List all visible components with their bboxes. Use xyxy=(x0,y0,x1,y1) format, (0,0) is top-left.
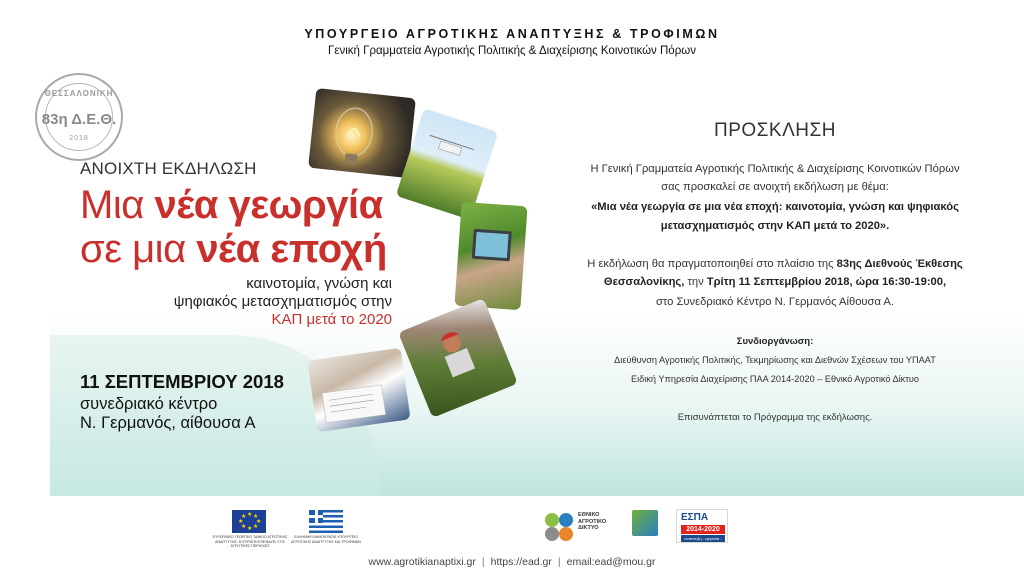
ead-word2: ΑΓΡΟΤΙΚΟ xyxy=(578,518,607,525)
tablet-illustration xyxy=(454,202,527,310)
invitation-line1: Η Γενική Γραμματεία Αγροτικής Πολιτικής & Διαχείρισης Κοινοτικών Πόρων xyxy=(590,163,960,175)
ead-logo-text xyxy=(578,512,606,532)
website-link[interactable]: www.agrotikianaptixi.gr xyxy=(368,556,476,568)
title-line2-bold: νέα εποχή xyxy=(196,227,387,271)
greek-logo-caption: ΕΛΛΗΝΙΚΗ ΔΗΜΟΚΡΑΤΙΑ ΥΠΟΥΡΓΕΙΟ ΑΓΡΟΤΙΚΗΣ ΑΝΑΠΤΥΞΗΣ ΚΑΙ ΤΡΟΦΙΜΩΝ xyxy=(291,535,361,544)
footer-separator: | xyxy=(557,556,561,568)
invitation-title: ΠΡΟΣΚΛΗΣΗ xyxy=(714,120,836,141)
co-organiser-line1: Διεύθυνση Αγροτικής Πολιτικής, Τεκμηρίωσης και Διεθνών Σχέσεων του ΥΠΑΑΤ xyxy=(614,355,936,365)
def-stamp-logo xyxy=(35,73,123,161)
stamp-city: ΘΕΣΣΑΛΟΝΙΚΗ xyxy=(44,89,114,98)
invitation-venue-line2 xyxy=(540,276,1010,288)
footer-separator: | xyxy=(481,556,485,568)
photo-writing xyxy=(307,348,410,432)
attachment-note: Επισυνάπτεται το Πρόγραμμα της εκδήλωσης. xyxy=(677,412,873,423)
flag-canton xyxy=(309,510,323,523)
title-line2-prefix: σε μια xyxy=(80,227,197,271)
invitation-line2: σας προσκαλεί σε ανοιχτή εκδήλωση με θέμα: xyxy=(661,181,889,193)
photo-lightbulb xyxy=(308,88,416,178)
title-line1-prefix: Μια xyxy=(80,183,155,227)
ead-network-icon xyxy=(542,510,576,544)
event-subtitle-line2: ψηφιακός μετασχηματισμός στην xyxy=(173,293,392,310)
venue-line1: συνεδριακό κέντρο xyxy=(80,395,218,413)
invitation-topic-line2: μετασχηματισμός στην ΚΑΠ μετά το 2020». xyxy=(660,220,890,232)
invitation-topic-line1: «Μια νέα γεωργία σε μια νέα εποχή: καινοτομία, γνώση και ψηφιακός xyxy=(591,201,959,213)
venue-line2-mid: την xyxy=(684,276,707,288)
co-organisation-title: Συνδιοργάνωση: xyxy=(736,336,814,347)
venue-line2-datetime: Τρίτη 11 Σεπτεμβρίου 2018, ώρα 16:30-19:00, xyxy=(706,276,947,288)
ministry-subtitle: Γενική Γραμματεία Αγροτικής Πολιτικής & Διαχείρισης Κοινοτικών Πόρων xyxy=(328,45,696,57)
espa-years: 2014-2020 xyxy=(681,525,725,534)
event-date: 11 ΣΕΠΤΕΜΒΡΙΟΥ 2018 xyxy=(80,371,284,392)
event-title-line2 xyxy=(80,229,387,269)
espa-logo xyxy=(676,509,728,548)
eu-logo-caption: ΕΥΡΩΠΑΪΚΟ ΓΕΩΡΓΙΚΟ ΤΑΜΕΙΟ ΑΓΡΟΤΙΚΗΣ ΑΝΑΠΤΥΞΗΣ: Η ΕΥΡΩΠΗ ΕΠΕΝΔΥΕΙ ΣΤΙΣ ΑΓΡΟΤΙΚΕΣ ΠΕΡΙΟΧΕΣ xyxy=(212,535,288,548)
co-organiser-line2: Ειδική Υπηρεσία Διαχείρισης ΠΑΑ 2014-2020 – Εθνικό Αγροτικό Δίκτυο xyxy=(630,374,920,384)
email-link[interactable]: email:ead@mou.gr xyxy=(566,556,656,568)
venue-line2-city: Θεσσαλονίκης, xyxy=(603,276,685,288)
footer-links xyxy=(0,556,1024,568)
title-line1-bold: νέα γεωργία xyxy=(154,183,383,227)
eu-flag-icon: ★ ★ ★ ★ ★ ★ ★ ★ xyxy=(232,510,266,533)
photo-tablet xyxy=(454,202,527,310)
ead-site-link[interactable]: https://ead.gr xyxy=(490,556,552,568)
venue-line1-bold: 83ης Διεθνούς Έκθεσης xyxy=(836,258,963,270)
venue-line2: Ν. Γερμανός, αίθουσα Α xyxy=(80,414,256,432)
writing-illustration xyxy=(307,348,410,432)
invitation-venue-line3: στο Συνεδριακό Κέντρο Ν. Γερμανός Αίθουσα Α. xyxy=(656,296,894,308)
rural-development-programme-icon xyxy=(632,510,658,536)
ministry-title: ΥΠΟΥΡΓΕΙΟ ΑΓΡΟΤΙΚΗΣ ΑΝΑΠΤΥΞΗΣ & ΤΡΟΦΙΜΩΝ xyxy=(304,27,720,41)
ead-word1: ΕΘΝΙΚΟ xyxy=(578,512,600,518)
event-subtitle-line1: καινοτομία, γνώση και xyxy=(246,275,392,292)
lightbulb-illustration xyxy=(308,88,416,178)
ead-word3: ΔΙΚΤΥΟ xyxy=(578,525,599,531)
stamp-year: 2018 xyxy=(69,135,89,142)
espa-tagline: ανάπτυξη - εργασία - αλληλεγγύη xyxy=(681,535,725,542)
event-subtitle-line3: ΚΑΠ μετά το 2020 xyxy=(271,311,392,328)
invitation-venue-line1 xyxy=(540,258,1010,270)
stamp-event: 83η Δ.Ε.Θ. xyxy=(41,111,117,128)
espa-word: ΕΣΠΑ xyxy=(681,512,709,523)
open-event-label: ΑΝΟΙΧΤΗ ΕΚΔΗΛΩΣΗ xyxy=(80,159,257,178)
greek-flag-icon xyxy=(309,510,343,533)
venue-line1-prefix: Η εκδήλωση θα πραγματοποιηθεί στο πλαίσιο της xyxy=(587,258,837,270)
event-title-line1 xyxy=(80,185,383,225)
